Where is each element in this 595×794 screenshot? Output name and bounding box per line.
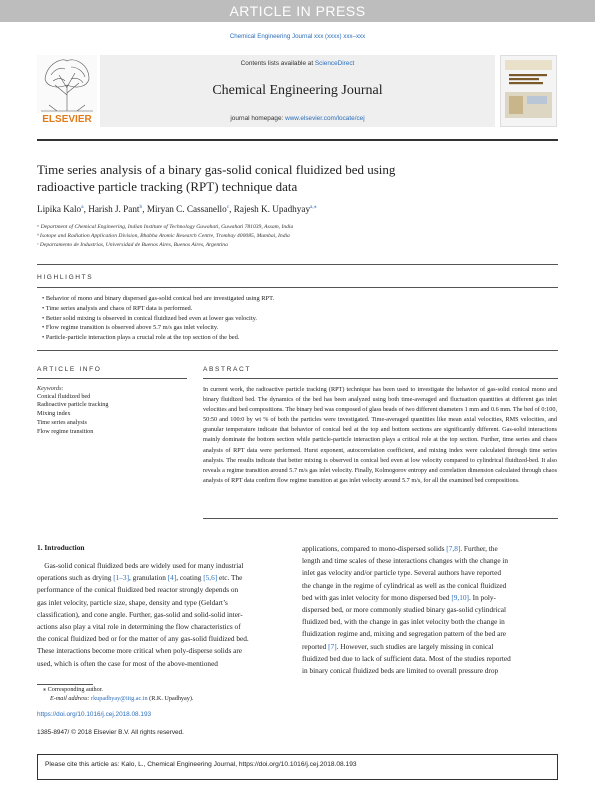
text-line	[302, 616, 558, 628]
highlight-item: • Particle-particle interaction plays a crucial role at the top section of the bed.	[42, 334, 240, 341]
text-run: , granulation	[129, 573, 168, 583]
highlights-divider	[37, 287, 558, 288]
email-note	[50, 695, 193, 702]
header-divider	[37, 139, 558, 141]
contents-available	[100, 60, 495, 67]
article-info-label: ARTICLE INFO	[37, 366, 102, 373]
text-run: used, which is often the case for most of the above-mentioned	[37, 658, 218, 668]
keyword: Mixing index	[37, 410, 71, 417]
text-line	[302, 665, 558, 677]
journal-cover-thumbnail	[500, 55, 557, 127]
text-line	[302, 604, 558, 616]
text-line	[302, 555, 558, 567]
sciencedirect-link[interactable]: ScienceDirect	[314, 60, 355, 67]
email-suffix: (R.K. Upadhyay).	[147, 695, 194, 702]
text-run: Gas-solid conical fluidized beds are widely used for many industrial	[37, 561, 244, 570]
text-line	[302, 580, 558, 592]
highlights-bottom-divider	[37, 350, 558, 351]
abstract-bottom-divider	[203, 518, 558, 519]
highlight-item: • Time series analysis and chaos of RPT data is performed.	[42, 305, 193, 312]
text-run: actions also play a vital role in determining the flow characteristics of	[37, 622, 241, 632]
keyword: Conical fluidized bed	[37, 393, 91, 400]
title-line-2: radioactive particle tracking (RPT) technique data	[37, 179, 298, 194]
article-title	[37, 161, 477, 195]
reference-link[interactable]: [5,6]	[203, 573, 218, 583]
text-line	[302, 592, 558, 604]
cover-title-lettering	[509, 74, 547, 84]
article-info-divider	[37, 378, 187, 379]
abstract-text: In current work, the radioactive particle tracking (RPT) technique has been used to investigate the behavior of gas-solid conical mono and binary fluidized bed. The dynamics of the bed has been analyzed using both time-averaged and fluctuation quantities at different gas inlet velocities and bed compositions. The binary bed was composed of glass beads of two different diameters 1 mm and 0.6 mm. The bed of 0:100, 50:50 and 100:0 by wt % of both the particles were investigated. Time-averaged quantities like mean axial velocities, RMS velocities, and granular temperature indicate that behavior of conical bed at the top and bottom sections are significantly different. Gas-solid interactions mainly dominate the bottom section while particle-particle interaction plays a critical role at the top section. Further, time series and chaos analysis of RPT data were performed. Hurst exponent, autocorrelation coefficient, and mixing index were calculated through time series analysis. The results indicate that better mixing is observed in conical bed even at low velocity compared to cylindrical fluidized-bed. It also reveals a regime transition around 5.7 m/s gas inlet velocity. Finally, Kolmogorov entropy and correlation dimension calculated through chaos analysis of RPT data confirm flow regime transition at gas inlet velocity around 5.7 m/s, for all the examined bed compositions.	[203, 386, 557, 484]
author-list: Lipika Kalo$^a$, Harish J. Pant$^b$, Miryan C. Cassanello$^c$, Rajesh K. Upadhyay$^{a,⁎}$	[37, 204, 317, 215]
text-run: . In poly-	[469, 592, 496, 602]
text-line	[37, 645, 293, 657]
title-line-1: Time series analysis of a binary gas-solid conical fluidized bed using	[37, 162, 396, 177]
doi-link[interactable]: https://doi.org/10.1016/j.cej.2018.08.193	[37, 711, 152, 718]
text-run: These interactions become more critical when poly-disperse solids are	[37, 646, 243, 656]
text-run: fluidized bed, with the change in gas inlet velocity both the change in	[302, 617, 505, 627]
affiliations-divider	[37, 264, 558, 265]
text-run: the conical fluidized bed or for the matter of any gas-solid fluidized bed.	[37, 634, 249, 644]
abstract-divider	[203, 378, 558, 379]
text-run: in binary conical fluidized beds are limited to overall pressure drop	[302, 666, 499, 676]
affiliation: ᵇ Isotope and Radiation Application Division, Bhabha Atomic Research Centre, Trombay 400085, Mumbai, India	[37, 233, 290, 239]
reference-link[interactable]: [9,10]	[451, 592, 469, 602]
journal-title: Chemical Engineering Journal	[212, 83, 383, 98]
homepage-prefix: journal homepage:	[230, 115, 286, 122]
text-run: bed with gas inlet velocity for mono dispersed bed	[302, 592, 452, 602]
highlight-item: • Flow regime transition is observed above 5.7 m/s gas inlet velocity.	[42, 324, 219, 331]
text-run: . However, such studies are largely missing in conical	[336, 641, 494, 651]
contents-prefix: Contents lists available at	[240, 60, 315, 67]
author-name[interactable]: Harish J. Pant	[88, 204, 140, 215]
corresponding-author-note: ⁎ Corresponding author.	[43, 686, 103, 693]
journal-reference-link[interactable]: Chemical Engineering Journal xxx (xxxx) xxx–xxx	[229, 33, 366, 40]
text-line	[302, 543, 558, 555]
author-name[interactable]: Miryan C. Cassanello	[146, 204, 227, 215]
text-run: fluidized bed due to lack of sufficient data. Most of the studies reported	[302, 653, 511, 663]
text-run: gas inlet velocity, particle size, shape, density and type (Geldart’s	[37, 597, 228, 607]
highlight-item: • Better solid mixing is observed in conical fluidized bed even at lower gas velocity.	[42, 315, 257, 322]
keyword: Radioactive particle tracking	[37, 401, 109, 408]
text-run: etc. The	[217, 573, 243, 583]
author-affiliation-mark[interactable]: a,⁎	[310, 204, 317, 210]
email-link[interactable]: rkupadhyay@iitg.ac.in	[91, 695, 148, 702]
text-run: . Further, the	[460, 544, 498, 553]
reference-link[interactable]: [7]	[328, 641, 337, 651]
email-label: E-mail address:	[50, 695, 92, 702]
text-run: reported	[302, 641, 329, 651]
introduction-right-column	[302, 543, 558, 677]
reference-link[interactable]: [7,8]	[446, 544, 461, 553]
introduction-heading: 1. Introduction	[37, 543, 85, 552]
text-line	[302, 628, 558, 640]
copyright: 1385-8947/ © 2018 Elsevier B.V. All rights reserved.	[37, 729, 184, 736]
text-run: classification), and cone angle. Further, gas-solid and solid-solid inter-	[37, 609, 243, 619]
footnote-divider	[37, 684, 93, 685]
text-line	[37, 572, 293, 584]
text-run: dispersed bed, or more commonly studied binary gas-solid cylindrical	[302, 605, 507, 615]
text-line	[37, 560, 293, 572]
text-line	[37, 621, 293, 633]
author-affiliation-mark[interactable]: c	[226, 204, 230, 210]
text-line	[302, 567, 558, 579]
text-line	[302, 653, 558, 665]
reference-link[interactable]: [1–3]	[113, 573, 130, 583]
text-run: operations such as drying	[37, 573, 114, 583]
text-line	[37, 658, 293, 670]
text-run: applications, compared to mono-dispersed solids	[302, 544, 447, 553]
text-line	[302, 641, 558, 653]
text-line	[37, 633, 293, 645]
affiliation: ᵃ Department of Chemical Engineering, Indian Institute of Technology Guwahati, Guwahati 781039, Assam, India	[37, 224, 294, 230]
text-line	[37, 609, 293, 621]
abstract-label: ABSTRACT	[203, 366, 251, 373]
elsevier-wordmark: ELSEVIER	[42, 114, 92, 125]
text-run: , coating	[176, 573, 204, 583]
text-run: inlet gas velocity and/or particle type. Several authors have reported	[302, 568, 501, 578]
text-run: performance of the conical fluidized bed reactor strongly depends on	[37, 585, 239, 595]
citation-text: Please cite this article as: Kalo, L., Chemical Engineering Journal, https://doi.org/10.1016/j.cej.2018.08.193	[45, 761, 357, 768]
reference-link[interactable]: [4]	[167, 573, 177, 583]
author-name[interactable]: Rajesh K. Upadhyay	[233, 204, 311, 215]
keyword: Flow regime transition	[37, 428, 94, 435]
author-affiliation-mark[interactable]: b	[139, 204, 143, 210]
highlights-label: HIGHLIGHTS	[37, 274, 94, 281]
journal-homepage	[100, 115, 495, 122]
highlight-item: • Behavior of mono and binary dispersed gas-solid conical bed are investigated using RPT.	[42, 295, 275, 302]
text-line	[37, 597, 293, 609]
text-run: fluidization regime and, mixing and segregation pattern of the bed are	[302, 629, 507, 639]
author-affiliation-mark[interactable]: a	[81, 204, 84, 210]
text-run: the change in the regime of cylindrical as well as the conical fluidized	[302, 580, 507, 590]
text-line	[37, 584, 293, 596]
introduction-left-column	[37, 560, 293, 670]
article-in-press-banner: ARTICLE IN PRESS	[0, 0, 595, 22]
keywords-label: Keywords:	[37, 385, 64, 392]
keyword: Time series analysis	[37, 419, 87, 426]
text-run: length and time scales of these interactions changes with the change in	[302, 556, 509, 566]
affiliation: ᶜ Departamento de Industrias, Universidad de Buenos Aires, Buenos Aires, Argentina	[37, 242, 228, 248]
author-name[interactable]: Lipika Kalo	[37, 204, 82, 215]
homepage-link[interactable]: www.elsevier.com/locate/cej	[285, 115, 365, 122]
